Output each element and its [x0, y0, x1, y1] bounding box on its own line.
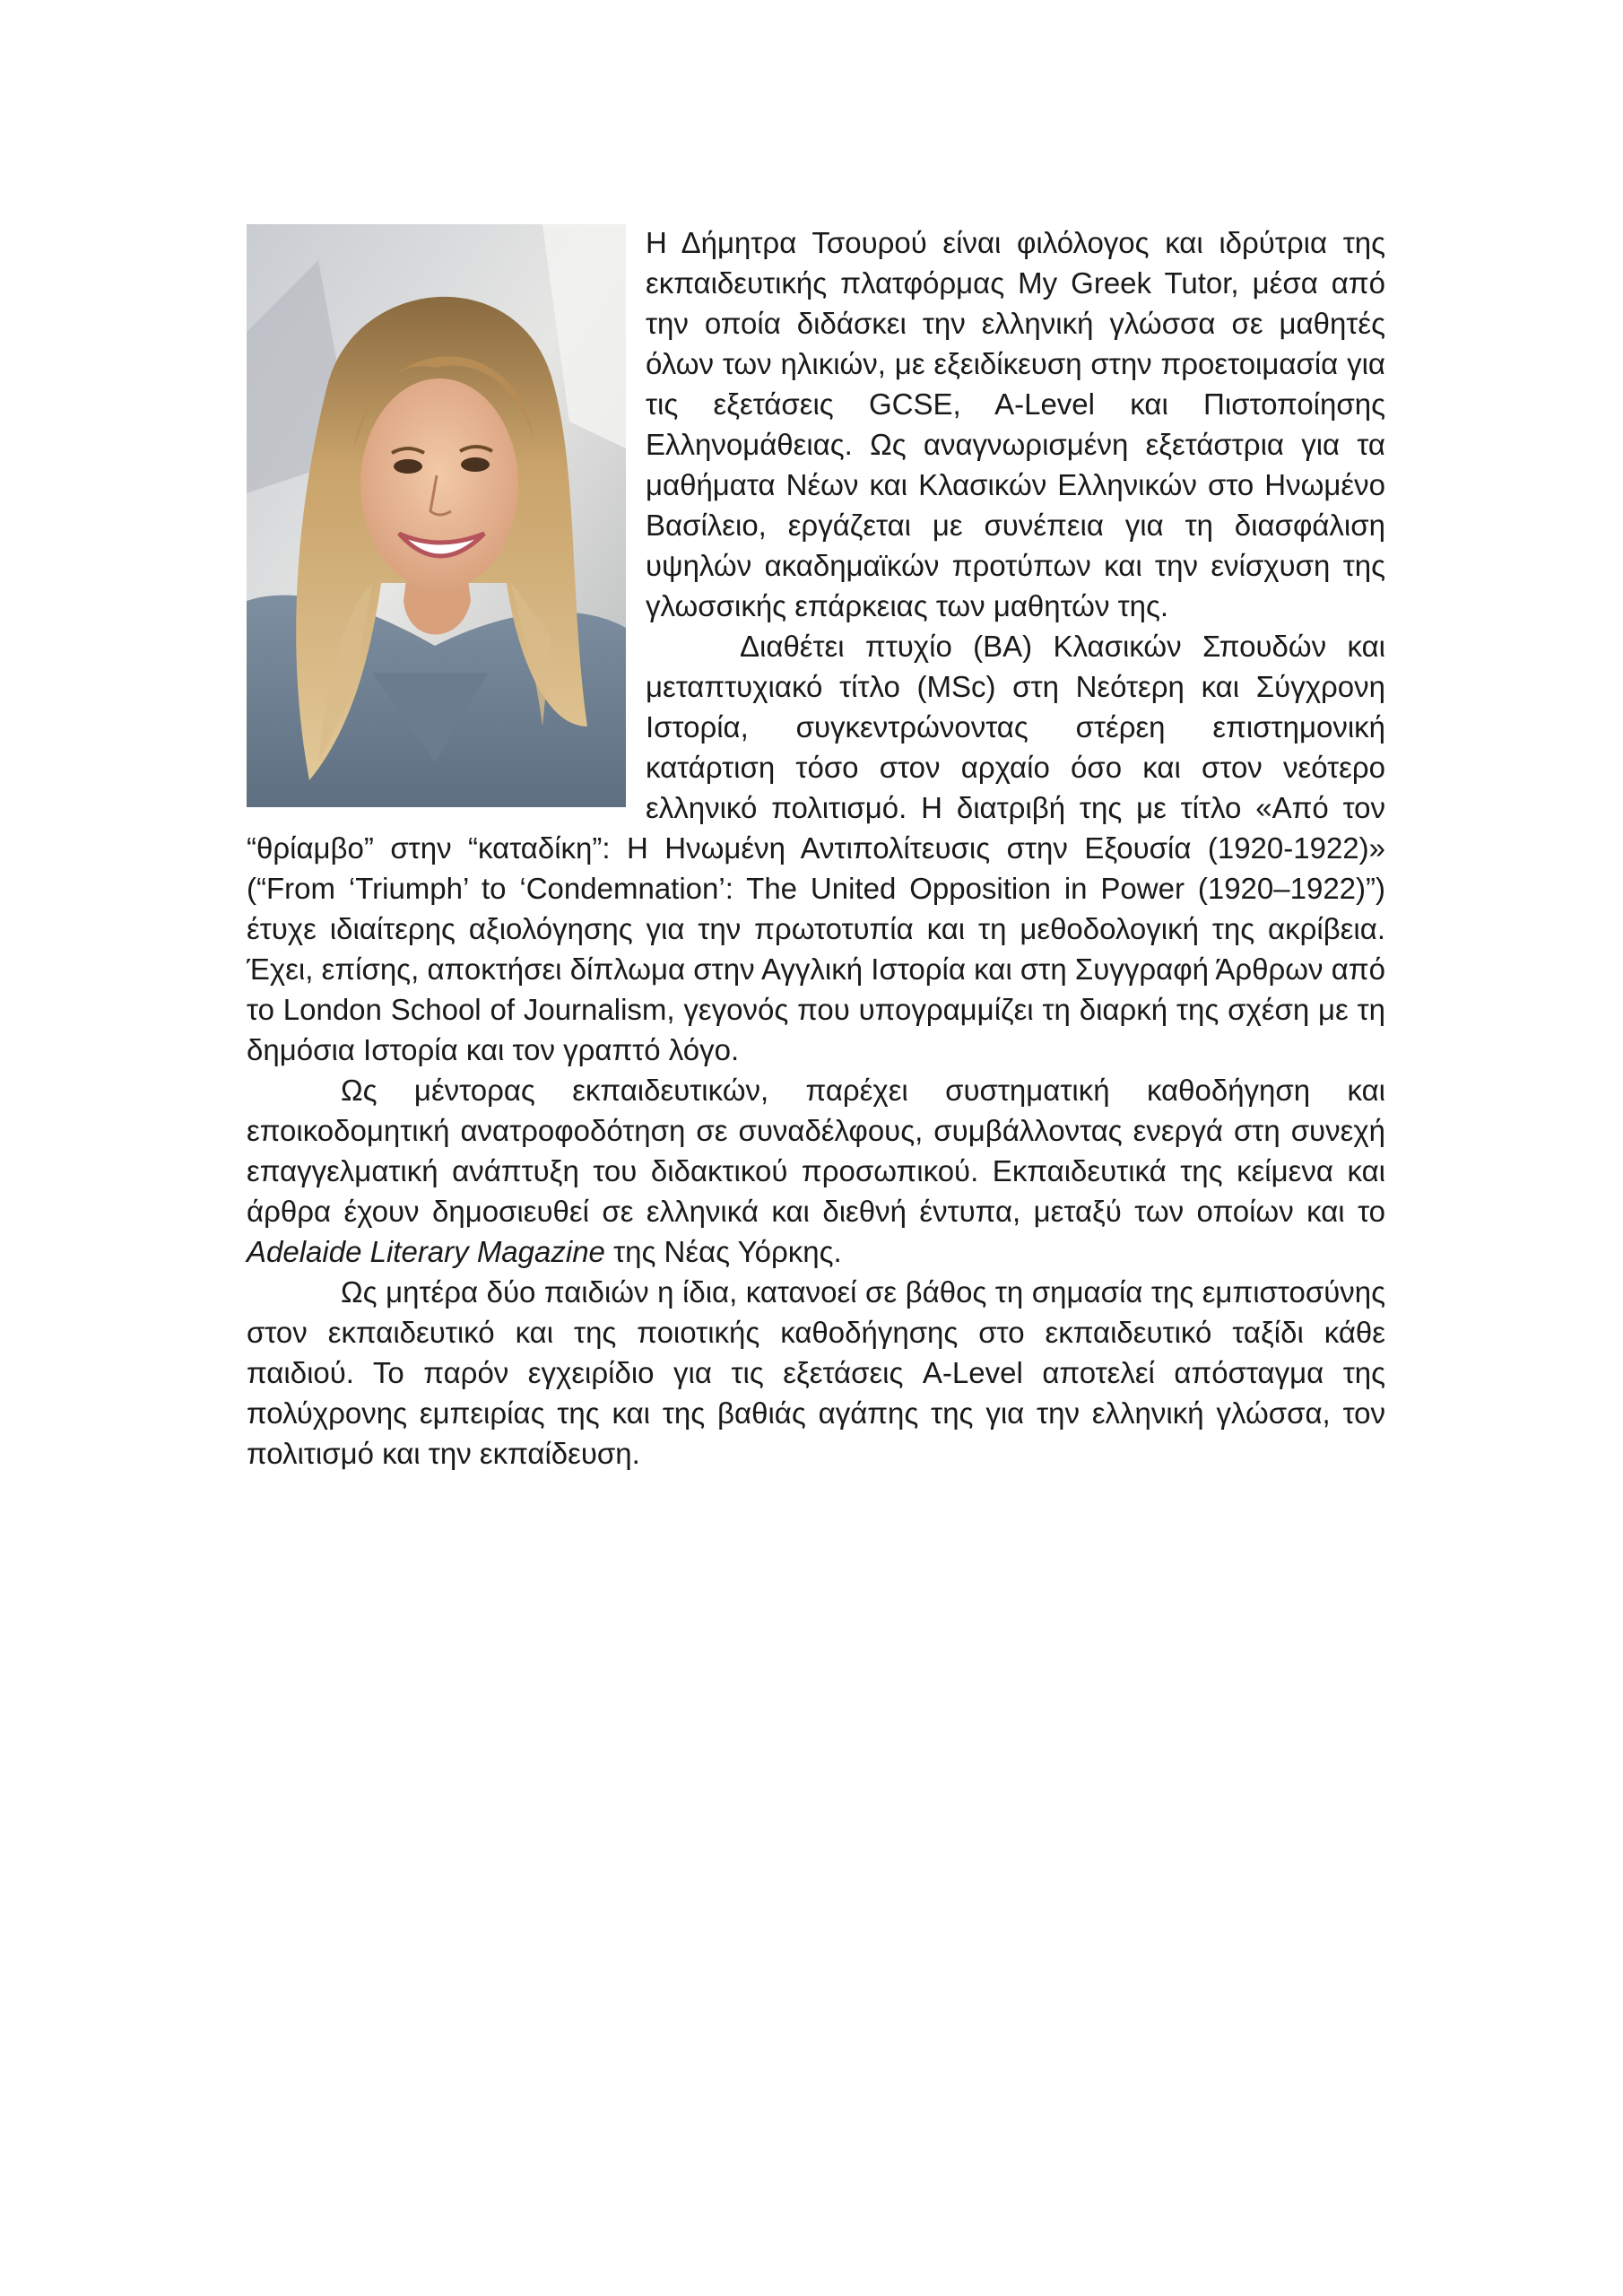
bio-paragraph-3	[247, 1070, 1385, 1272]
bio-paragraph-4: Ως μητέρα δύο παιδιών η ίδια, κατανοεί σε βάθος τη σημασία της εμπιστοσύνης στον εκπαιδευτικό και της ποιοτικής καθοδήγησης στο εκπαιδευτικό ταξίδι κάθε παιδιού. Το παρόν εγχειρίδιο για τις εξετάσεις A-Level αποτελεί απόσταγμα της πολύχρονης εμπειρίας της και της βαθιάς αγάπης της για την ελληνική γλώσσα, τον πολιτισμό και την εκπαίδευση.	[247, 1275, 1385, 1470]
bio-paragraph-3-end: της Νέας Υόρκης.	[604, 1235, 842, 1268]
bio-text-block	[247, 222, 1385, 1474]
bio-paragraph-1: Η Δήμητρα Τσουρού είναι φιλόλογος και ιδρύτρια της εκπαιδευτικής πλατφόρμας My Greek Tutor, μέσα από την οποία διδάσκει την ελληνική γλώσσα σε μαθητές όλων των ηλικιών, με εξειδίκευση στην προετοιμασία για τις εξετάσεις GCSE, A-Level και Πιστοποίησης Ελληνομάθειας. Ως αναγνωρισμένη εξετάστρια για τα μαθήματα Νέων και Κλασικών Ελληνικών στο Ηνωμένο Βασίλειο, εργάζεται με συνέπεια για τη διασφάλιση υψηλών ακαδημαϊκών προτύπων και την ενίσχυση της γλωσσικής επάρκειας των μαθητών της.	[646, 226, 1385, 622]
bio-paragraph-3-text: Ως μέντορας εκπαιδευτικών, παρέχει συστηματική καθοδήγηση και εποικοδομητική ανατροφοδότηση σε συναδέλφους, συμβάλλοντας ενεργά στη συνεχή επαγγελματική ανάπτυξη του διδακτικού προσωπικού. Εκπαιδευτικά της κείμενα και άρθρα έχουν δημοσιευθεί σε ελληνικά και διεθνή έντυπα, μεταξύ των οποίων και το	[247, 1074, 1385, 1228]
bio-paragraph-2: Διαθέτει πτυχίο (BA) Κλασικών Σπουδών και μεταπτυχιακό τίτλο (MSc) στη Νεότερη και Σύγχρονη Ιστορία, συγκεντρώνοντας στέρεη επιστημονική κατάρτιση τόσο στον αρχαίο όσο και στον νεότερο ελληνικό πολιτισμό. Η διατριβή της με τίτλο «Από τον “θρίαμβο” στην “καταδίκη”: Η Ηνωμένη Αντιπολίτευσις στην Εξουσία (1920-1922)» (“From ‘Triumph’ to ‘Condemnation’: The United Opposition in Power (1920–1922)”) έτυχε ιδιαίτερης αξιολόγησης για την πρωτοτυπία και τη μεθοδολογική της ακρίβεια. Έχει, επίσης, αποκτήσει δίπλωμα στην Αγγλική Ιστορία και στη Συγγραφή Άρθρων από το London School of Journalism, γεγονός που υπογραμμίζει τη διαρκή της σχέση με τη δημόσια Ιστορία και τον γραπτό λόγο.	[247, 630, 1385, 1066]
magazine-title: Adelaide Literary Magazine	[247, 1235, 605, 1268]
portrait-photo	[247, 224, 626, 807]
